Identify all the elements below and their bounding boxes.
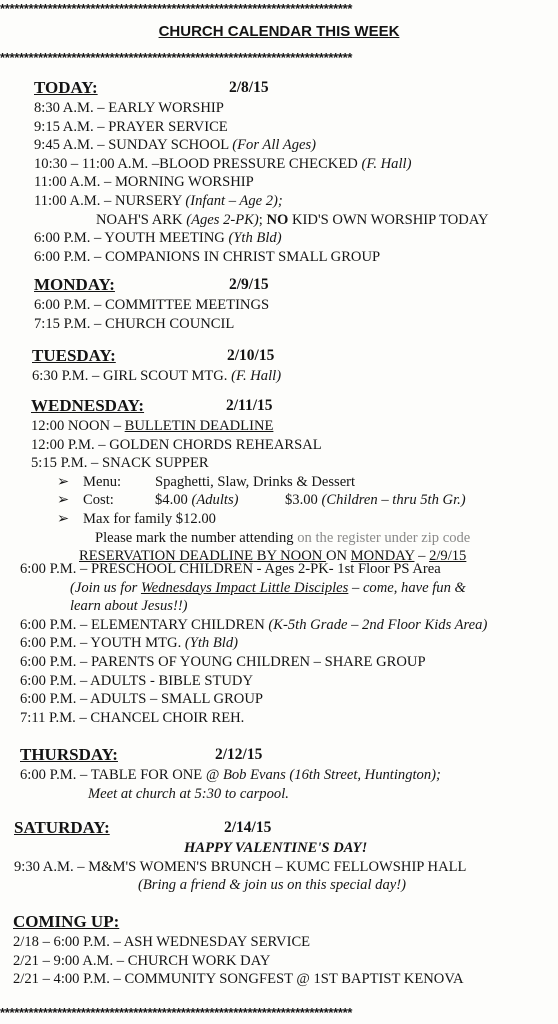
star-divider-bottom: ************************************************************************** bbox=[0, 1006, 353, 1020]
event-note: – come, have fun & bbox=[348, 579, 466, 596]
wednesday-event: 12:00 P.M. – GOLDEN CHORDS REHEARSAL bbox=[31, 436, 322, 453]
event-text: NOAH'S ARK bbox=[96, 211, 187, 228]
tuesday-event bbox=[32, 367, 552, 386]
monday-label: MONDAY: bbox=[34, 275, 115, 294]
event-note: Wednesdays Impact Little Disciples bbox=[140, 579, 349, 596]
coming-event: 2/18 – 6:00 P.M. – ASH WEDNESDAY SERVICE bbox=[13, 934, 311, 950]
event-text: 6:00 P.M. – ELEMENTARY CHILDREN bbox=[20, 616, 269, 633]
event-text: KID'S OWN WORSHIP TODAY bbox=[288, 211, 489, 228]
today-event bbox=[34, 192, 554, 211]
cost-child-note: (Children – thru 5th Gr.) bbox=[321, 492, 466, 509]
monday-event: 6:00 P.M. – COMMITTEE MEETINGS bbox=[34, 297, 270, 313]
star-divider-top: ************************************************************************** bbox=[0, 2, 353, 16]
bullet-value: Spaghetti, Slaw, Drinks & Dessert bbox=[155, 473, 356, 490]
event-note: (Bring a friend & join us on this special day!) bbox=[138, 877, 406, 894]
event-text: 11:00 A.M. – NURSERY bbox=[34, 192, 186, 209]
page-title: CHURCH CALENDAR THIS WEEK bbox=[158, 23, 400, 40]
tuesday-header bbox=[32, 345, 552, 367]
coming-event: 2/21 – 4:00 P.M. – COMMUNITY SONGFEST @ 1ST BAPTIST KENOVA bbox=[13, 971, 464, 988]
today-event bbox=[34, 155, 554, 174]
arrow-bullet-icon: ➢ bbox=[57, 510, 70, 527]
wednesday-header bbox=[31, 395, 557, 417]
section-wednesday-evening bbox=[20, 560, 558, 727]
event-note: (Ages 2-PK) bbox=[186, 211, 259, 228]
event-text: on the register under zip code bbox=[297, 529, 471, 546]
event-text: 6:00 P.M. – YOUTH MEETING bbox=[34, 230, 229, 247]
thursday-header bbox=[20, 744, 558, 766]
event-text: 9:45 A.M. – SUNDAY SCHOOL bbox=[34, 137, 233, 154]
event-note: @ Bob Evans (16th Street, Huntington); bbox=[205, 767, 441, 783]
max-bullet bbox=[31, 510, 557, 529]
saturday-label: SATURDAY: bbox=[14, 818, 110, 837]
event-text: ON bbox=[325, 548, 351, 565]
event-note: (Yth Bld) bbox=[184, 635, 238, 652]
event-text: 6:30 P.M. – GIRL SCOUT MTG. bbox=[32, 368, 232, 384]
cost-adult-note: (Adults) bbox=[191, 492, 239, 509]
event-text: MONDAY bbox=[350, 548, 415, 565]
section-wednesday bbox=[31, 395, 557, 566]
wednesday-event: 6:00 P.M. – PARENTS OF YOUNG CHILDREN – SHARE GROUP bbox=[20, 653, 426, 670]
cost-bullet bbox=[31, 491, 557, 510]
wednesday-event: 6:00 P.M. – ADULTS – SMALL GROUP bbox=[20, 691, 264, 708]
bullet-value bbox=[155, 491, 285, 510]
monday-header bbox=[34, 274, 554, 296]
please-note bbox=[31, 529, 557, 548]
cost-adult: $4.00 bbox=[155, 492, 192, 509]
thursday-label: THURSDAY: bbox=[20, 745, 118, 764]
today-event bbox=[34, 136, 554, 155]
coming-label: COMING UP: bbox=[13, 912, 120, 931]
today-label: TODAY: bbox=[34, 78, 98, 97]
wednesday-event: 5:15 P.M. – SNACK SUPPER bbox=[31, 455, 209, 472]
event-text: 2/9/15 bbox=[429, 548, 467, 565]
event-text: 10:30 – 11:00 A.M. –BLOOD PRESSURE CHECKED bbox=[34, 155, 362, 172]
event-emphasis: NO bbox=[266, 211, 289, 228]
event-note: (K-5th Grade – 2nd Floor Kids Area) bbox=[268, 616, 488, 633]
saturday-event: 9:30 A.M. – M&M'S WOMEN'S BRUNCH – KUMC FELLOWSHIP HALL bbox=[14, 858, 467, 875]
coming-header bbox=[13, 911, 558, 933]
event-note: learn about Jesus!!) bbox=[70, 598, 188, 615]
event-text: ; bbox=[258, 211, 267, 228]
saturday-date: 2/14/15 bbox=[224, 819, 272, 836]
thursday-event bbox=[20, 766, 558, 785]
event-text: RESERVATION DEADLINE bbox=[79, 548, 254, 565]
wednesday-label: WEDNESDAY: bbox=[31, 396, 145, 415]
tuesday-label: TUESDAY: bbox=[32, 346, 116, 365]
saturday-event bbox=[14, 876, 558, 895]
thursday-event bbox=[20, 785, 558, 804]
event-text: Please mark the number attending bbox=[95, 529, 298, 546]
event-note: (F. Hall) bbox=[231, 368, 282, 384]
monday-date: 2/9/15 bbox=[229, 276, 269, 293]
wednesday-event: 6:00 P.M. – PRESCHOOL CHILDREN - Ages 2-PK- 1st Floor PS Area bbox=[20, 561, 441, 577]
event-note: Meet at church at 5:30 to carpool. bbox=[88, 785, 289, 802]
valentine-note: HAPPY VALENTINE'S DAY! bbox=[184, 840, 368, 856]
section-today bbox=[34, 77, 554, 266]
wednesday-event bbox=[31, 417, 557, 436]
wednesday-event bbox=[20, 579, 558, 598]
thursday-date: 2/12/15 bbox=[215, 746, 263, 763]
section-saturday bbox=[14, 817, 558, 895]
event-note: (F. Hall) bbox=[361, 155, 412, 172]
event-text: BY NOON bbox=[253, 548, 326, 565]
tuesday-date: 2/10/15 bbox=[227, 347, 275, 364]
section-tuesday bbox=[32, 345, 552, 386]
section-coming-up bbox=[13, 911, 558, 989]
bullet-label: Menu: bbox=[83, 473, 122, 490]
saturday-header bbox=[14, 817, 558, 839]
today-event: 6:00 P.M. – COMPANIONS IN CHRIST SMALL GROUP bbox=[34, 248, 381, 265]
wednesday-event: 7:11 P.M. – CHANCEL CHOIR REH. bbox=[20, 709, 245, 726]
menu-bullet bbox=[31, 473, 557, 492]
today-event: 11:00 A.M. – MORNING WORSHIP bbox=[34, 174, 254, 191]
arrow-bullet-icon: ➢ bbox=[57, 492, 70, 509]
wednesday-event bbox=[20, 597, 558, 616]
monday-event: 7:15 P.M. – CHURCH COUNCIL bbox=[34, 315, 235, 332]
bullet-value: Max for family $12.00 bbox=[83, 510, 216, 527]
event-note: (For All Ages) bbox=[232, 137, 317, 154]
wednesday-date: 2/11/15 bbox=[226, 397, 273, 414]
today-header bbox=[34, 77, 554, 99]
today-event bbox=[34, 229, 554, 248]
event-text: BULLETIN DEADLINE bbox=[124, 418, 274, 434]
event-note: (Infant – Age 2); bbox=[185, 192, 283, 209]
today-date: 2/8/15 bbox=[229, 79, 269, 96]
today-event: 8:30 A.M. – EARLY WORSHIP bbox=[34, 100, 224, 116]
wednesday-event bbox=[20, 634, 558, 653]
arrow-bullet-icon: ➢ bbox=[57, 473, 70, 490]
event-note: (Join us for bbox=[70, 579, 141, 596]
event-text: 6:00 P.M. – TABLE FOR ONE bbox=[20, 767, 206, 783]
today-event bbox=[34, 211, 554, 230]
event-text: – bbox=[414, 548, 430, 565]
bullet-label: Cost: bbox=[83, 492, 114, 509]
event-note: (Yth Bld) bbox=[228, 230, 282, 247]
section-monday bbox=[34, 274, 554, 333]
wednesday-event bbox=[20, 616, 558, 635]
wednesday-event: 6:00 P.M. – ADULTS - BIBLE STUDY bbox=[20, 672, 253, 689]
section-thursday bbox=[20, 744, 558, 803]
event-text: 12:00 NOON – bbox=[31, 418, 125, 434]
event-text: 6:00 P.M. – YOUTH MTG. bbox=[20, 635, 185, 652]
cost-child: $3.00 bbox=[285, 492, 322, 509]
star-divider-title: ************************************************************************** bbox=[0, 51, 353, 65]
today-event: 9:15 A.M. – PRAYER SERVICE bbox=[34, 118, 228, 135]
coming-event: 2/21 – 9:00 A.M. – CHURCH WORK DAY bbox=[13, 952, 271, 969]
